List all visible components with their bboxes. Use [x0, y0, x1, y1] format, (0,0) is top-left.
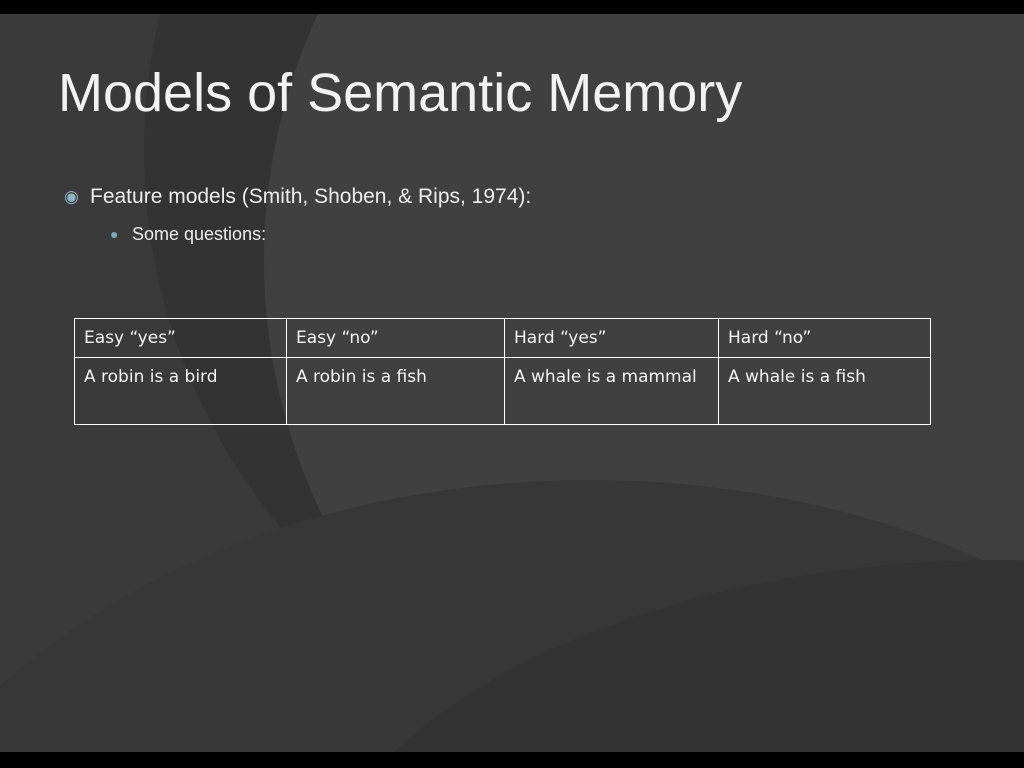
table-row	[75, 358, 931, 425]
table-header-cell: Hard “yes”	[505, 319, 719, 358]
bullet-level1	[64, 183, 531, 211]
table-cell: A robin is a fish	[287, 358, 505, 425]
page-title: Models of Semantic Memory	[58, 63, 743, 123]
bullet-dot-icon: ●	[110, 226, 119, 242]
bullet-target-icon: ◉	[64, 187, 79, 206]
questions-table	[74, 318, 931, 425]
letterbox-bottom	[0, 752, 1024, 768]
table-cell: A whale is a fish	[719, 358, 931, 425]
table-cell: A robin is a bird	[75, 358, 287, 425]
table-header-cell: Easy “no”	[287, 319, 505, 358]
table-header-cell: Hard “no”	[719, 319, 931, 358]
table-header-row	[75, 319, 931, 358]
letterbox-top	[0, 0, 1024, 14]
bullet-level2-label: Some questions:	[132, 224, 267, 244]
bullet-level2	[110, 221, 266, 247]
bullet-level1-label: Feature models (Smith, Shoben, & Rips, 1974):	[90, 185, 532, 208]
table-header-cell: Easy “yes”	[75, 319, 287, 358]
table-cell: A whale is a mammal	[505, 358, 719, 425]
